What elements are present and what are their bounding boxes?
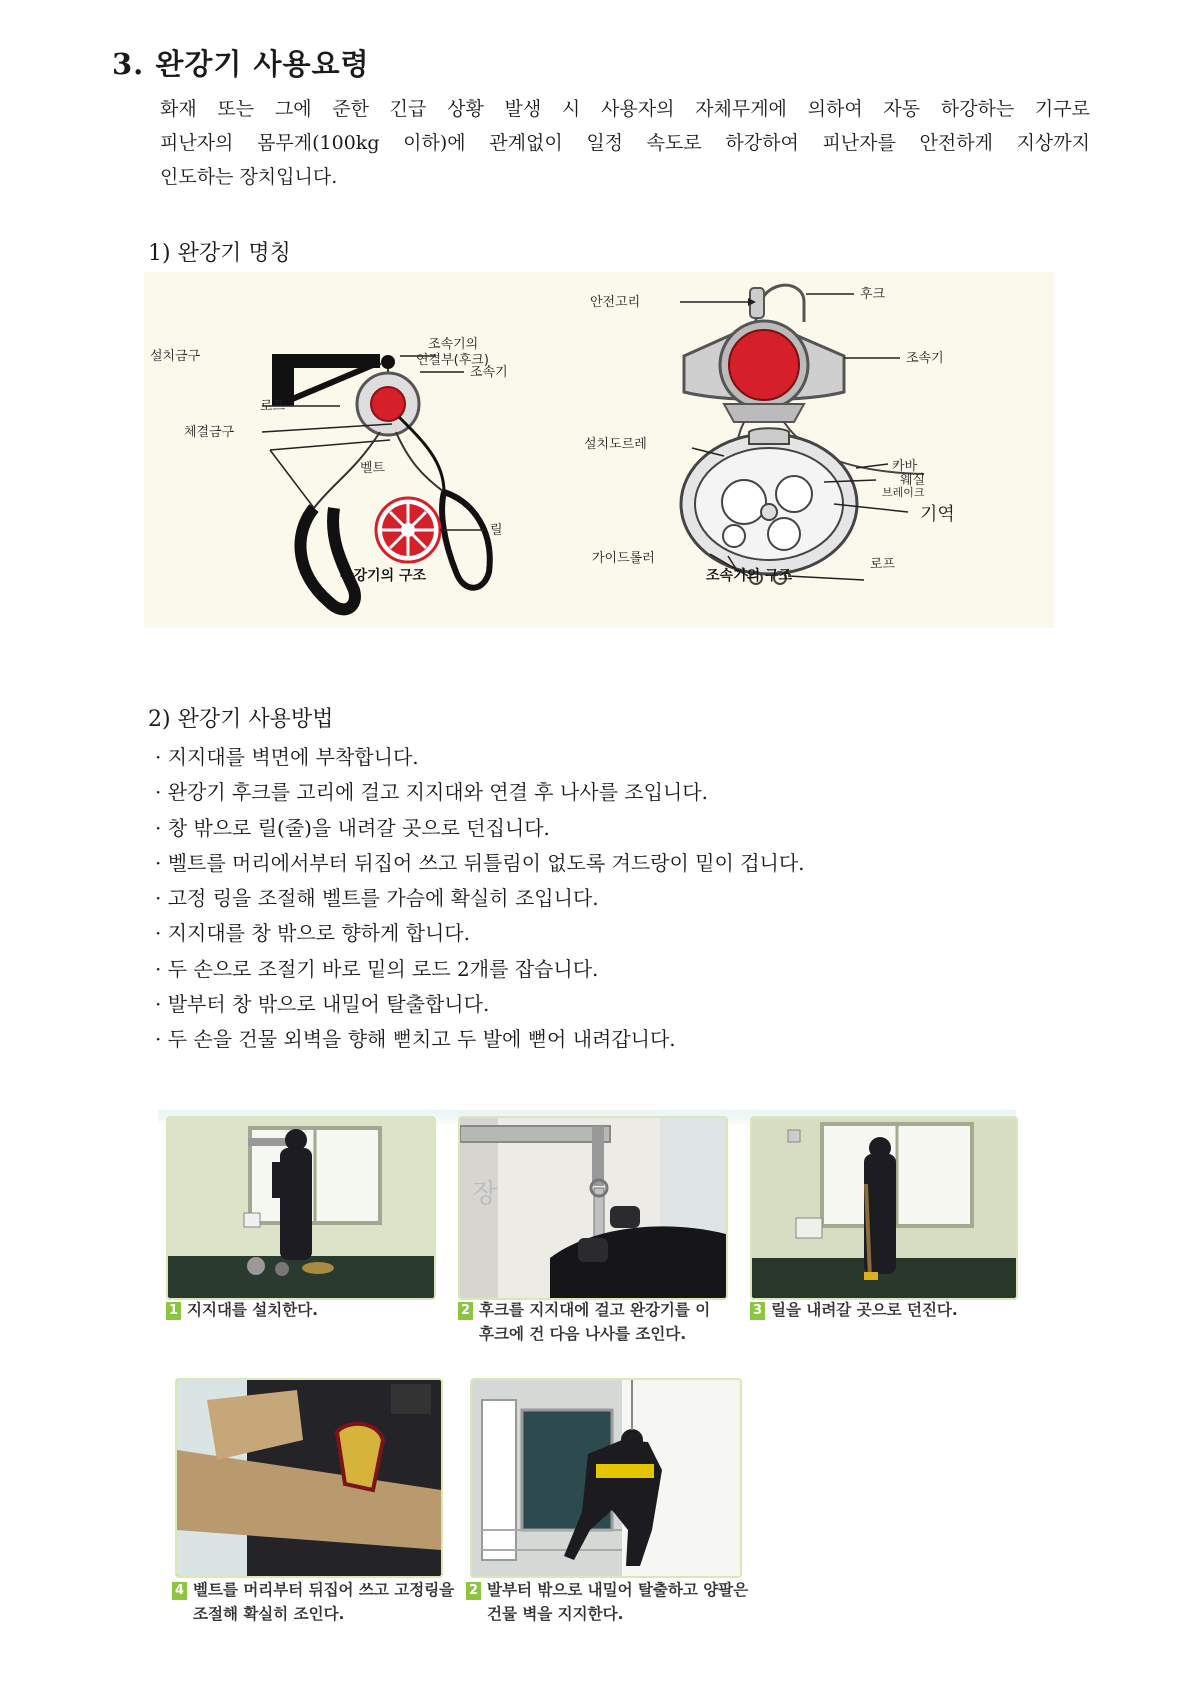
photo-caption-3 [750, 1298, 1030, 1322]
label-hook: 후크 [860, 287, 886, 302]
photo-step-5 [470, 1378, 742, 1578]
photo-caption-5 [466, 1578, 766, 1626]
label-safety-ring: 안전고리 [590, 295, 641, 310]
caption-descender: 완강기의 구조 [340, 568, 427, 584]
descender-structure [150, 336, 508, 609]
label-fastener: 체결금구 [184, 425, 235, 440]
label-guide-roller: 가이드롤러 [592, 551, 655, 566]
step-item: · 두 손으로 조절기 바로 밑의 로드 2개를 잡습니다. [155, 956, 599, 981]
intro-paragraph [160, 92, 1090, 194]
caption-badge: 2 [466, 1582, 481, 1600]
intro-line: 화재 또는 그에 준한 긴급 상황 발생 시 사용자의 자체무게에 의하여 자동 하강하는 기구로 [160, 98, 1090, 120]
caption-text: 조절해 확실히 조인다. [193, 1605, 345, 1623]
section-title-names: 1) 완강기 명칭 [148, 241, 291, 266]
caption-badge: 1 [166, 1302, 181, 1320]
step-item: · 두 손을 건물 외벽을 향해 뻗치고 두 발에 뻗어 내려갑니다. [155, 1027, 676, 1052]
label-gear: 기역 [920, 504, 955, 525]
label-belt: 벨트 [360, 461, 386, 476]
photo-caption-1 [166, 1298, 456, 1322]
label-connector-1: 조속기의 [428, 337, 479, 352]
photo-step-1 [166, 1116, 436, 1300]
photo-step-4 [175, 1378, 443, 1578]
photo-step-3 [750, 1116, 1018, 1300]
label-connector-2: 연결부(후크) [416, 353, 489, 368]
caption-text: 지지대를 설치한다. [187, 1301, 319, 1319]
intro-line: 피난자의 몸무게(100kg 이하)에 관계없이 일정 속도로 하강하여 피난자를 안전하게 지상까지 [160, 132, 1090, 154]
intro-line: 인도하는 장치입니다. [160, 166, 338, 188]
label-install-drum: 설치도르레 [584, 437, 647, 452]
step-item: · 완강기 후크를 고리에 걸고 지지대와 연결 후 나사를 조입니다. [155, 780, 708, 805]
caption-text: 발부터 밖으로 내밀어 탈출하고 양팔은 [487, 1581, 749, 1599]
caption-text: 건물 벽을 지지한다. [487, 1605, 624, 1623]
structure-diagram [144, 272, 1054, 628]
label-cover: 카바 [892, 459, 918, 474]
section-title-usage: 2) 완강기 사용방법 [148, 707, 334, 732]
label-brake: 브레이크 [882, 486, 925, 499]
badge-shape [337, 1424, 383, 1490]
label-rope-r: 로프 [870, 557, 896, 572]
photo-step-2 [458, 1116, 728, 1300]
label-weight: 웨실 [900, 473, 926, 488]
label-governor: 조속기 [470, 365, 508, 380]
label-reel: 릴 [490, 523, 503, 538]
caption-badge: 4 [172, 1582, 187, 1600]
caption-badge: 3 [750, 1302, 765, 1320]
step-item: · 벨트를 머리에서부터 뒤집어 쓰고 뒤틀림이 없도록 겨드랑이 밑이 겁니다. [155, 850, 805, 875]
step-item: · 창 밖으로 릴(줄)을 내려갈 곳으로 던집니다. [155, 815, 550, 840]
governor-structure [584, 285, 955, 584]
caption-text: 릴을 내려갈 곳으로 던진다. [771, 1301, 958, 1319]
label-governor-r: 조속기 [906, 351, 944, 366]
usage-steps [155, 740, 805, 1058]
step-item: · 지지대를 창 밖으로 향하게 합니다. [155, 921, 470, 946]
step-item: · 지지대를 벽면에 부착합니다. [155, 745, 419, 769]
caption-governor: 조속기의 구조 [706, 568, 793, 584]
caption-text: 후크에 건 다음 나사를 조인다. [479, 1325, 687, 1343]
page-title: 3. 완강기 사용요령 [112, 47, 370, 81]
sign-text: 장 [472, 1179, 498, 1209]
photo-caption-2 [458, 1298, 748, 1346]
photo-caption-4 [172, 1578, 472, 1626]
step-item: · 고정 링을 조절해 벨트를 가슴에 확실히 조입니다. [155, 886, 599, 911]
person-shape [280, 1148, 312, 1260]
step-item: · 발부터 창 밖으로 내밀어 탈출합니다. [155, 992, 490, 1017]
caption-text: 후크를 지지대에 걸고 완강기를 이 [479, 1301, 711, 1319]
label-install: 설치금구 [150, 349, 201, 364]
label-rope: 로프 [260, 399, 286, 414]
caption-badge: 2 [458, 1302, 473, 1320]
caption-text: 벨트를 머리부터 뒤집어 쓰고 고정링을 [193, 1581, 455, 1599]
